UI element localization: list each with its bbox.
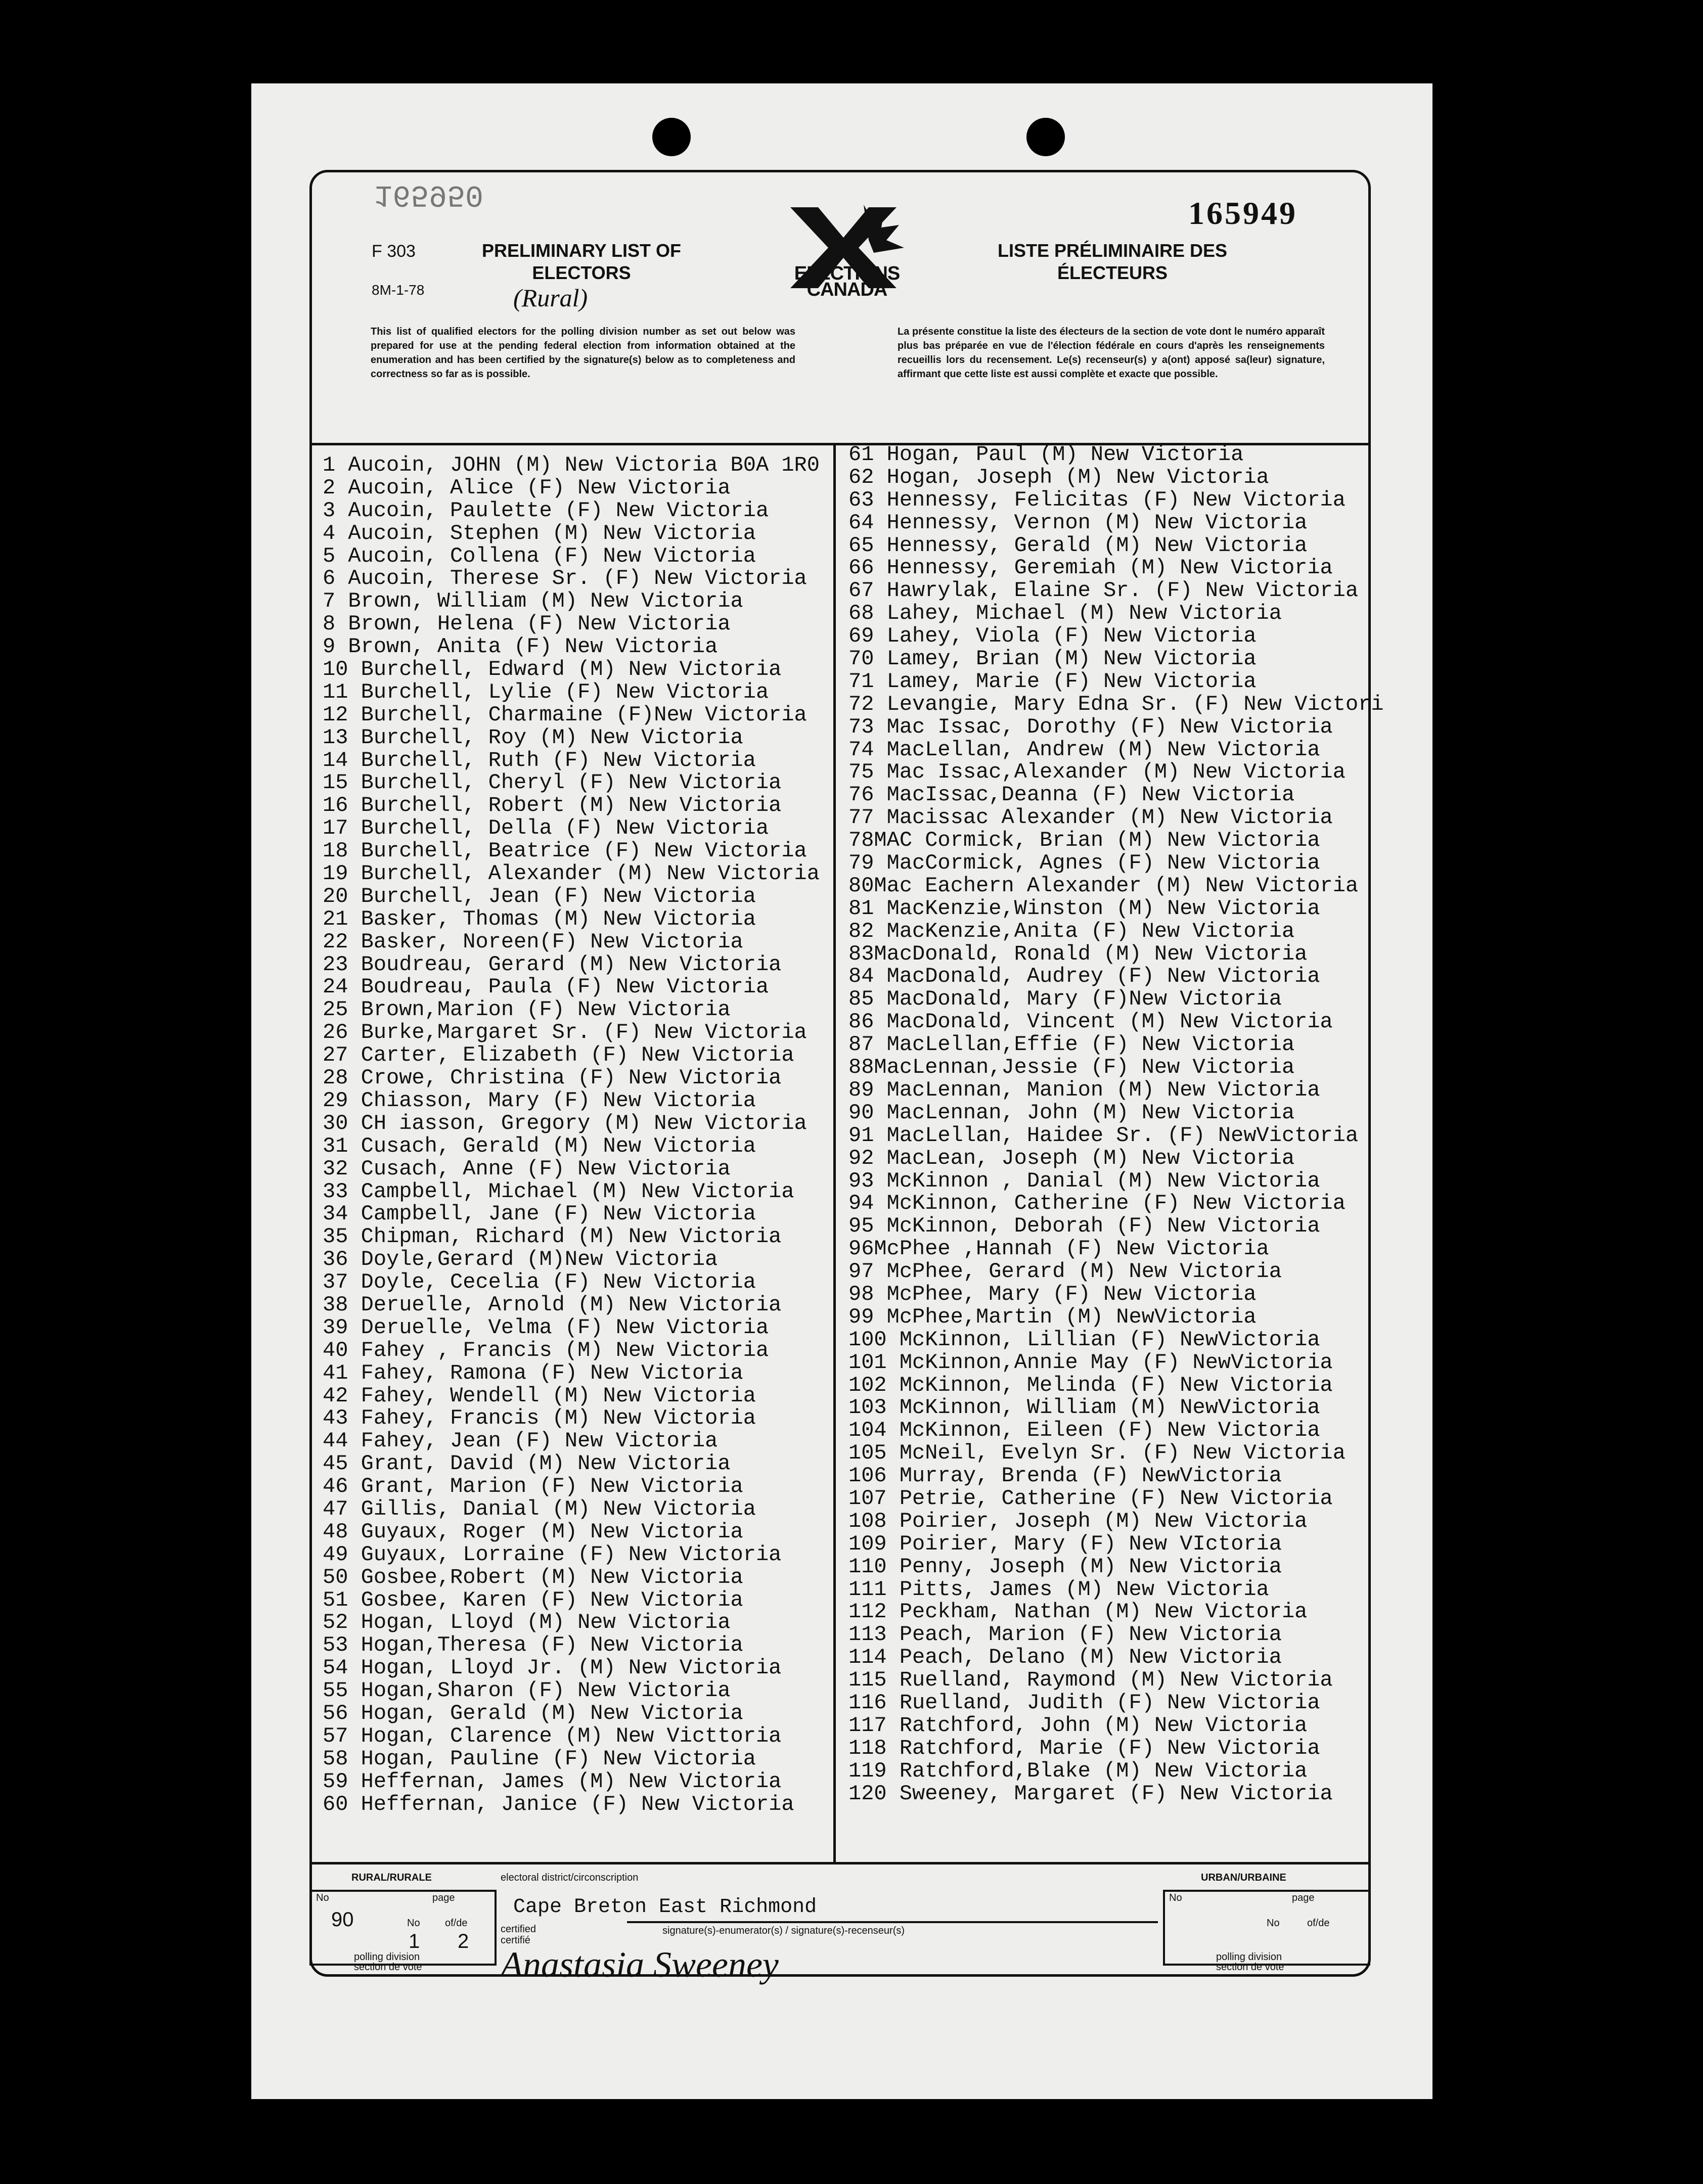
elector-entry: 55 Hogan,Sharon (F) New Victoria: [323, 1678, 731, 1703]
elector-entry: 98 McPhee, Mary (F) New Victoria: [848, 1282, 1257, 1306]
elector-entry: 27 Carter, Elizabeth (F) New Victoria: [323, 1043, 794, 1068]
elector-entry: 76 MacIssac,Deanna (F) New Victoria: [848, 783, 1295, 807]
elector-entry: 28 Crowe, Christina (F) New Victoria: [323, 1066, 782, 1090]
district-label: electoral district/circonscription: [501, 1872, 639, 1883]
elector-entry: 115 Ruelland, Raymond (M) New Victoria: [848, 1668, 1333, 1693]
elector-entry: 50 Gosbee,Robert (M) New Victoria: [323, 1565, 743, 1589]
form-date: 8M-1-78: [372, 282, 425, 298]
elector-entry: 40 Fahey , Francis (M) New Victoria: [323, 1338, 769, 1362]
elector-entry: 68 Lahey, Michael (M) New Victoria: [848, 601, 1282, 626]
elector-entry: 77 Macissac Alexander (M) New Victoria: [848, 805, 1333, 830]
polling-division-label-fr: section de vote: [1216, 1962, 1284, 1973]
title-french: LISTE PRÉLIMINAIRE DES ÉLECTEURS: [997, 240, 1228, 283]
elector-entry: 10 Burchell, Edward (M) New Victoria: [323, 657, 782, 682]
elector-entry: 43 Fahey, Francis (M) New Victoria: [323, 1406, 756, 1431]
elector-entry: 6 Aucoin, Therese Sr. (F) New Victoria: [323, 566, 807, 591]
elector-entry: 7 Brown, William (M) New Victoria: [323, 589, 743, 614]
punch-hole: [652, 118, 691, 156]
elector-entry: 120 Sweeney, Margaret (F) New Victoria: [848, 1781, 1333, 1806]
elector-entry: 63 Hennessy, Felicitas (F) New Victoria: [848, 487, 1346, 512]
electoral-district: Cape Breton East Richmond: [513, 1896, 817, 1919]
elector-entry: 70 Lamey, Brian (M) New Victoria: [848, 647, 1257, 671]
elector-entry: 30 CH iasson, Gregory (M) New Victoria: [323, 1111, 807, 1135]
footer-divider: [309, 1862, 1371, 1864]
signature-label: signature(s)-enumerator(s) / signature(s)-recenseur(s): [662, 1925, 905, 1936]
elector-entry: 60 Heffernan, Janice (F) New Victoria: [323, 1792, 794, 1816]
elector-entry: 12 Burchell, Charmaine (F)New Victoria: [323, 702, 807, 727]
elector-entry: 94 McKinnon, Catherine (F) New Victoria: [848, 1191, 1346, 1216]
elector-entry: 108 Poirier, Joseph (M) New Victoria: [848, 1509, 1308, 1533]
elector-entry: 89 MacLennan, Manion (M) New Victoria: [848, 1077, 1320, 1102]
polling-division-label: polling division: [1216, 1951, 1282, 1963]
elector-entry: 64 Hennessy, Vernon (M) New Victoria: [848, 510, 1308, 535]
elector-entry: 17 Burchell, Della (F) New Victoria: [323, 816, 769, 841]
elector-entry: 117 Ratchford, John (M) New Victoria: [848, 1713, 1308, 1738]
page-number: 1: [409, 1930, 420, 1952]
electors-list-right: [848, 443, 1384, 1805]
elector-entry: 62 Hogan, Joseph (M) New Victoria: [848, 465, 1269, 489]
elector-entry: 45 Grant, David (M) New Victoria: [323, 1451, 731, 1476]
certified-label-fr: certifié: [501, 1935, 530, 1946]
elector-entry: 22 Basker, Noreen(F) New Victoria: [323, 929, 743, 954]
elector-entry: 61 Hogan, Paul (M) New Victoria: [848, 442, 1244, 467]
elector-entry: 104 McKinnon, Eileen (F) New Victoria: [848, 1418, 1320, 1443]
elector-entry: 5 Aucoin, Collena (F) New Victoria: [323, 543, 756, 568]
polling-division-label: polling division: [354, 1951, 420, 1963]
elector-entry: 18 Burchell, Beatrice (F) New Victoria: [323, 839, 807, 863]
serial-number: 165949: [1188, 195, 1297, 231]
elector-entry: 56 Hogan, Gerald (M) New Victoria: [323, 1701, 743, 1725]
elector-entry: 114 Peach, Delano (M) New Victoria: [848, 1645, 1282, 1670]
elector-entry: 44 Fahey, Jean (F) New Victoria: [323, 1429, 718, 1453]
elector-entry: 91 MacLellan, Haidee Sr. (F) NewVictoria: [848, 1123, 1359, 1148]
polling-division-number: 90: [331, 1908, 354, 1931]
elector-entry: 87 MacLellan,Effie (F) New Victoria: [848, 1032, 1295, 1057]
elector-entry: 13 Burchell, Roy (M) New Victoria: [323, 725, 743, 750]
handwritten-rural-note: (Rural): [513, 284, 588, 312]
elector-entry: 83MacDonald, Ronald (M) New Victoria: [848, 941, 1308, 966]
elector-entry: 38 Deruelle, Arnold (M) New Victoria: [323, 1292, 782, 1317]
no-label: No: [407, 1918, 420, 1929]
elector-entry: 72 Levangie, Mary Edna Sr. (F) New Victori: [848, 692, 1384, 716]
elector-entry: 58 Hogan, Pauline (F) New Victoria: [323, 1746, 756, 1771]
elector-entry: 90 MacLennan, John (M) New Victoria: [848, 1100, 1295, 1125]
elector-entry: 57 Hogan, Clarence (M) New Victtoria: [323, 1723, 782, 1748]
punch-hole: [1026, 118, 1065, 156]
elector-entry: 21 Basker, Thomas (M) New Victoria: [323, 906, 756, 931]
enumerator-signature: Anastasia Sweeney: [501, 1944, 779, 1985]
elector-entry: 3 Aucoin, Paulette (F) New Victoria: [323, 498, 769, 523]
rural-label: RURAL/RURALE: [351, 1872, 432, 1883]
elector-entry: 39 Deruelle, Velma (F) New Victoria: [323, 1315, 769, 1340]
elector-entry: 16 Burchell, Robert (M) New Victoria: [323, 793, 782, 818]
form-number: F 303: [372, 242, 416, 261]
elector-entry: 4 Aucoin, Stephen (M) New Victoria: [323, 521, 756, 545]
elector-entry: 66 Hennessy, Geremiah (M) New Victoria: [848, 556, 1333, 580]
elector-entry: 118 Ratchford, Marie (F) New Victoria: [848, 1736, 1320, 1760]
elector-entry: 23 Boudreau, Gerard (M) New Victoria: [323, 952, 782, 977]
elector-entry: 112 Peckham, Nathan (M) New Victoria: [848, 1600, 1308, 1624]
elector-entry: 80Mac Eachern Alexander (M) New Victoria: [848, 873, 1359, 898]
elector-entry: 119 Ratchford,Blake (M) New Victoria: [848, 1758, 1308, 1783]
elector-entry: 78MAC Cormick, Brian (M) New Victoria: [848, 828, 1320, 853]
elector-entry: 73 Mac Issac, Dorothy (F) New Victoria: [848, 714, 1333, 739]
elector-entry: 92 MacLean, Joseph (M) New Victoria: [848, 1146, 1295, 1170]
elector-entry: 11 Burchell, Lylie (F) New Victoria: [323, 679, 769, 704]
elector-entry: 9 Brown, Anita (F) New Victoria: [323, 634, 718, 659]
elector-entry: 74 MacLellan, Andrew (M) New Victoria: [848, 737, 1320, 762]
title-english: PRELIMINARY LIST OF ELECTORS: [481, 240, 681, 283]
elector-entry: 97 McPhee, Gerard (M) New Victoria: [848, 1259, 1282, 1284]
elector-entry: 101 McKinnon,Annie May (F) NewVictoria: [848, 1350, 1333, 1375]
elector-entry: 99 McPhee,Martin (M) NewVictoria: [848, 1304, 1257, 1329]
certified-label: certified: [501, 1924, 536, 1935]
elector-entry: 1 Aucoin, JOHN (M) New Victoria B0A 1R0: [323, 453, 820, 477]
elector-entry: 52 Hogan, Lloyd (M) New Victoria: [323, 1610, 731, 1635]
elector-entry: 32 Cusach, Anne (F) New Victoria: [323, 1156, 731, 1181]
no-label: No: [316, 1892, 329, 1903]
elector-entry: 14 Burchell, Ruth (F) New Victoria: [323, 748, 756, 772]
page-label: page: [432, 1892, 455, 1903]
elector-entry: 111 Pitts, James (M) New Victoria: [848, 1577, 1269, 1602]
elector-entry: 116 Ruelland, Judith (F) New Victoria: [848, 1690, 1320, 1715]
elector-entry: 24 Boudreau, Paula (F) New Victoria: [323, 975, 769, 999]
electors-list-left: [323, 454, 820, 1815]
elector-entry: 105 McNeil, Evelyn Sr. (F) New Victoria: [848, 1441, 1346, 1466]
elector-entry: 51 Gosbee, Karen (F) New Victoria: [323, 1587, 743, 1612]
no-label: No: [1267, 1918, 1280, 1929]
elector-entry: 103 McKinnon, William (M) NewVictoria: [848, 1395, 1320, 1420]
elector-entry: 20 Burchell, Jean (F) New Victoria: [323, 884, 756, 908]
polling-division-label-fr: section de vote: [354, 1962, 422, 1973]
elector-entry: 26 Burke,Margaret Sr. (F) New Victoria: [323, 1020, 807, 1045]
elector-entry: 71 Lamey, Marie (F) New Victoria: [848, 669, 1257, 694]
elector-entry: 48 Guyaux, Roger (M) New Victoria: [323, 1519, 743, 1544]
elector-entry: 15 Burchell, Cheryl (F) New Victoria: [323, 770, 782, 795]
elector-entry: 100 McKinnon, Lillian (F) NewVictoria: [848, 1327, 1320, 1352]
elector-entry: 59 Heffernan, James (M) New Victoria: [323, 1769, 782, 1794]
urban-label: URBAN/URBAINE: [1201, 1872, 1286, 1883]
elector-entry: 47 Gillis, Danial (M) New Victoria: [323, 1496, 756, 1521]
elector-entry: 113 Peach, Marion (F) New Victoria: [848, 1622, 1282, 1647]
elector-entry: 8 Brown, Helena (F) New Victoria: [323, 612, 731, 636]
signature-line: [627, 1921, 1158, 1923]
elector-entry: 106 Murray, Brenda (F) NewVictoria: [848, 1464, 1282, 1488]
elector-entry: 65 Hennessy, Gerald (M) New Victoria: [848, 533, 1308, 558]
elector-entry: 42 Fahey, Wendell (M) New Victoria: [323, 1383, 756, 1408]
of-label: of/de: [445, 1918, 468, 1929]
elector-entry: 33 Campbell, Michael (M) New Victoria: [323, 1179, 794, 1204]
elector-entry: 81 MacKenzie,Winston (M) New Victoria: [848, 896, 1320, 921]
elector-entry: 25 Brown,Marion (F) New Victoria: [323, 997, 731, 1022]
elector-entry: 88MacLennan,Jessie (F) New Victoria: [848, 1055, 1295, 1080]
elector-entry: 84 MacDonald, Audrey (F) New Victoria: [848, 964, 1320, 989]
elector-entry: 85 MacDonald, Mary (F)New Victoria: [848, 987, 1282, 1012]
column-divider: [833, 445, 836, 1864]
statement-english: This list of qualified electors for the polling division number as set out below was prepared for use at the pending federal election from information obtained at the enumeration and has been certified by the signature(s) below as to completeness and correctness so far as is possible.: [371, 326, 795, 380]
elector-entry: 110 Penny, Joseph (M) New Victoria: [848, 1554, 1282, 1579]
elector-entry: 75 Mac Issac,Alexander (M) New Victoria: [848, 760, 1346, 785]
elector-entry: 35 Chipman, Richard (M) New Victoria: [323, 1224, 782, 1249]
elector-entry: 102 McKinnon, Melinda (F) New Victoria: [848, 1373, 1333, 1397]
elector-entry: 54 Hogan, Lloyd Jr. (M) New Victoria: [323, 1656, 782, 1680]
elector-entry: 67 Hawrylak, Elaine Sr. (F) New Victoria: [848, 578, 1359, 603]
elector-entry: 95 McKinnon, Deborah (F) New Victoria: [848, 1214, 1320, 1239]
no-label: No: [1169, 1892, 1182, 1903]
elector-entry: 109 Poirier, Mary (F) New VIctoria: [848, 1531, 1282, 1556]
elector-entry: 46 Grant, Marion (F) New Victoria: [323, 1474, 743, 1499]
elector-entry: 107 Petrie, Catherine (F) New Victoria: [848, 1486, 1333, 1511]
elector-entry: 96McPhee ,Hannah (F) New Victoria: [848, 1237, 1269, 1261]
elector-entry: 37 Doyle, Cecelia (F) New Victoria: [323, 1270, 756, 1295]
elector-entry: 49 Guyaux, Lorraine (F) New Victoria: [323, 1542, 782, 1567]
elector-entry: 19 Burchell, Alexander (M) New Victoria: [323, 861, 820, 886]
elector-entry: 82 MacKenzie,Anita (F) New Victoria: [848, 919, 1295, 943]
elector-entry: 79 MacCormick, Agnes (F) New Victoria: [848, 851, 1320, 876]
elector-entry: 31 Cusach, Gerald (M) New Victoria: [323, 1133, 756, 1158]
ghost-serial-number: 165950: [374, 177, 484, 211]
elector-entry: 86 MacDonald, Vincent (M) New Victoria: [848, 1010, 1333, 1034]
of-label: of/de: [1307, 1918, 1330, 1929]
logo-wordmark: ELECTIONS CANADA: [794, 263, 900, 300]
elector-entry: 93 McKinnon , Danial (M) New Victoria: [848, 1168, 1320, 1193]
page-label: page: [1292, 1892, 1315, 1903]
elector-entry: 2 Aucoin, Alice (F) New Victoria: [323, 475, 731, 500]
elector-entry: 36 Doyle,Gerard (M)New Victoria: [323, 1247, 718, 1272]
page-total: 2: [458, 1930, 469, 1952]
elector-entry: 53 Hogan,Theresa (F) New Victoria: [323, 1633, 743, 1658]
elector-entry: 29 Chiasson, Mary (F) New Victoria: [323, 1088, 756, 1113]
elector-entry: 41 Fahey, Ramona (F) New Victoria: [323, 1360, 743, 1385]
elector-entry: 34 Campbell, Jane (F) New Victoria: [323, 1202, 756, 1226]
elector-entry: 69 Lahey, Viola (F) New Victoria: [848, 624, 1257, 649]
statement-french: La présente constitue la liste des électeurs de la section de vote dont le numéro apparaît plus bas préparée en vue de l'élection fédérale en cours d'après les renseignements recueillis lors du recensement. Le(s) recenseur(s) y a(ont) apposé sa(leur) signature, affirmant que cette liste est aussi complète et exacte que possible.: [898, 326, 1325, 380]
